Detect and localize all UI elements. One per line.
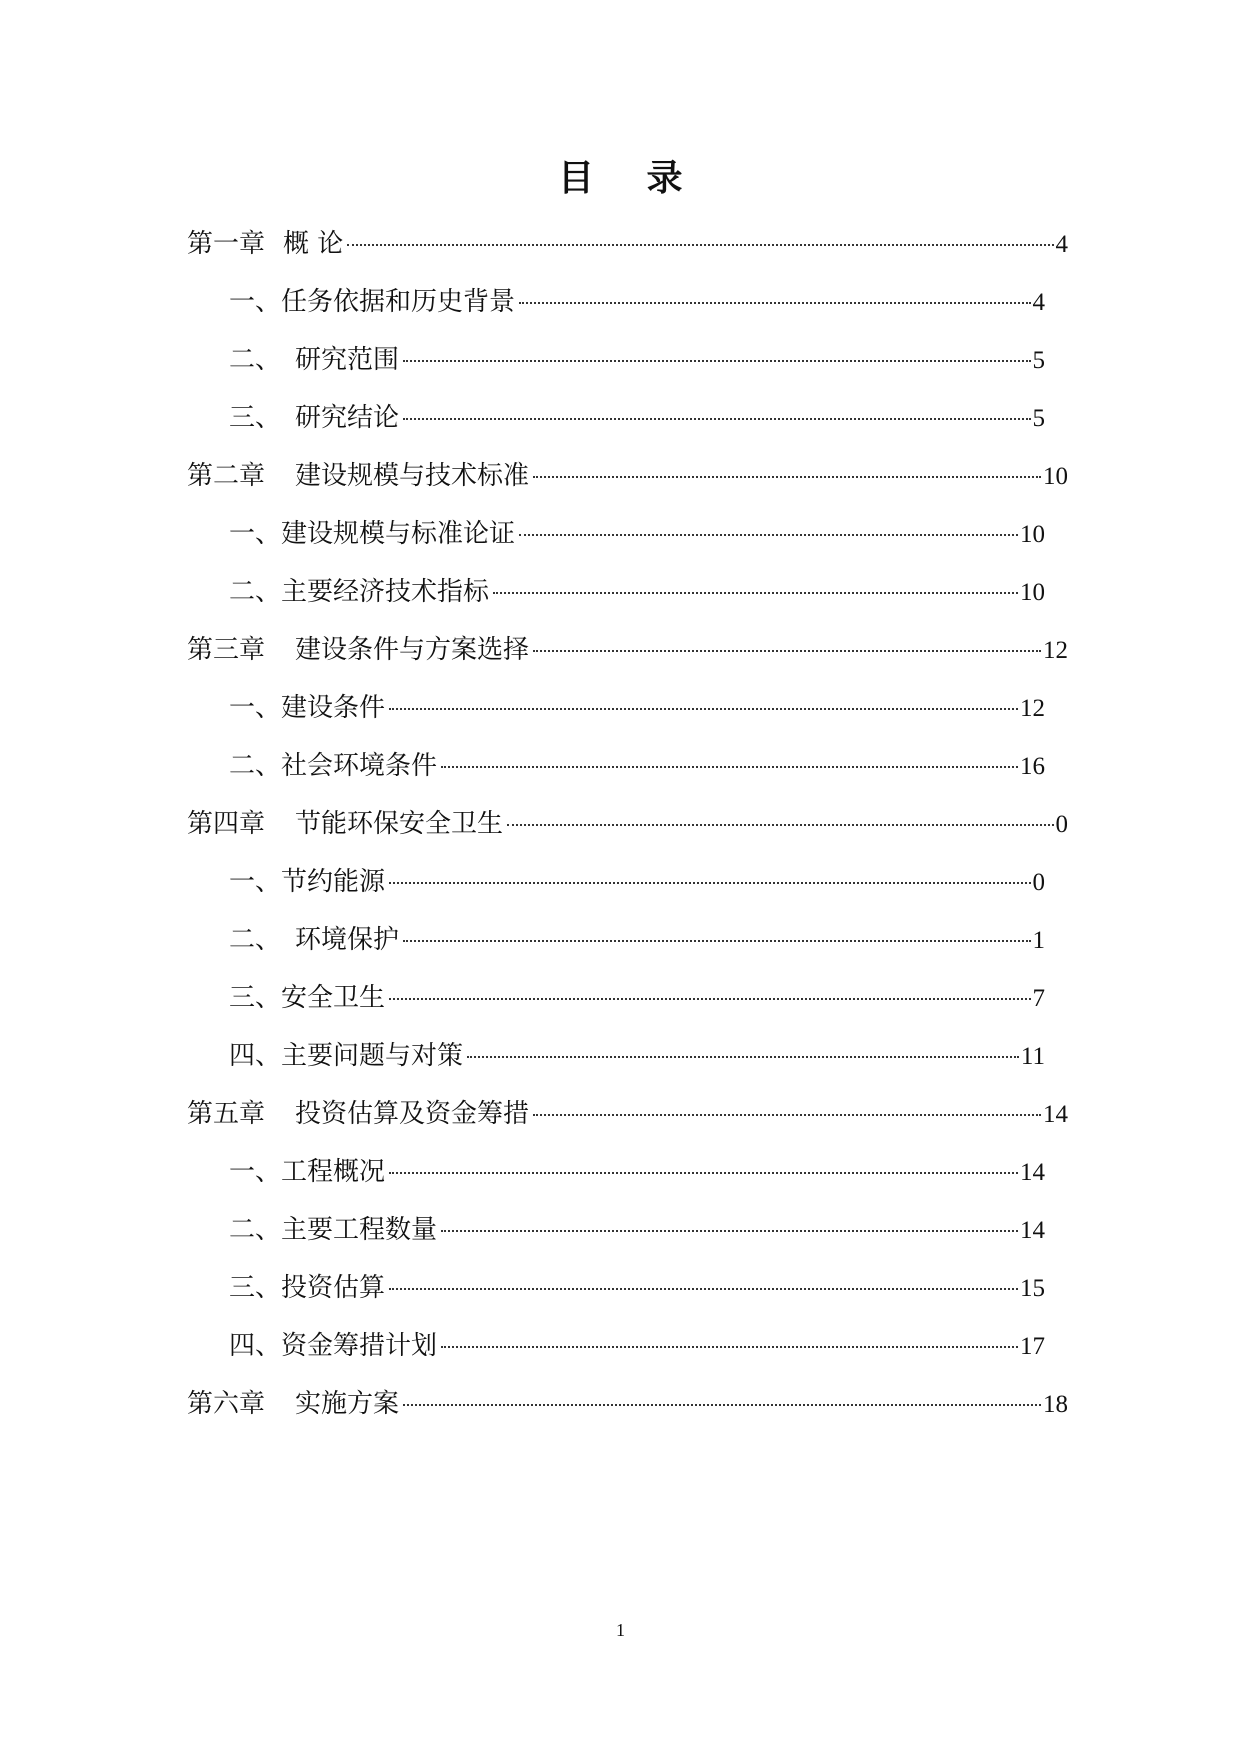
toc-entry-page: 14 [1020,1159,1045,1186]
toc-entry-number: 第六章 [187,1389,266,1419]
toc-entry-text: 投资估算及资金筹措 [295,1099,530,1129]
toc-entry-number: 一、 [229,519,282,549]
toc-entry-text: 社会环境条件 [281,751,438,781]
toc-entry-page: 15 [1020,1275,1045,1302]
toc-entry-page: 11 [1020,1043,1045,1070]
toc-entry-text: 工程概况 [281,1157,386,1187]
toc-entry-page: 0 [1055,811,1068,838]
dot-leader [347,244,1053,246]
toc-entry-chapter[interactable] [187,804,1068,844]
toc-entry-number: 一、 [229,1157,282,1187]
toc-entry-section[interactable] [229,862,1045,902]
toc-entry-section[interactable] [229,920,1045,960]
dot-leader [507,824,1053,826]
dot-leader [533,476,1041,478]
toc-entry-section[interactable] [229,1268,1045,1308]
toc-title-part-1: 目 [557,157,595,199]
toc-entry-page: 14 [1020,1217,1045,1244]
toc-entry-page: 7 [1032,985,1045,1012]
dot-leader [403,1404,1041,1406]
toc-entry-page: 10 [1020,579,1045,606]
toc-entry-section[interactable] [229,282,1045,322]
dot-leader [389,708,1018,710]
toc-entry-chapter[interactable] [187,1094,1068,1134]
toc-entry-section[interactable] [229,1210,1045,1250]
toc-entry-chapter[interactable] [187,630,1068,670]
toc-entry-text: 建设规模与技术标准 [295,461,530,491]
toc-entry-number: 第一章 [187,229,266,259]
dot-leader [389,998,1030,1000]
toc-entry-page: 10 [1043,463,1068,490]
toc-entry-number: 三、 [229,403,282,433]
toc-entry-page: 1 [1032,927,1045,954]
toc-entry-page: 12 [1020,695,1045,722]
toc-title-part-2: 录 [646,157,684,199]
toc-entry-number: 三、 [229,1273,282,1303]
dot-leader [403,940,1030,942]
toc-entry-text: 建设规模与标准论证 [281,519,516,549]
toc-entry-page: 16 [1020,753,1045,780]
dot-leader [389,1288,1018,1290]
dot-leader [403,418,1030,420]
toc-entry-section[interactable] [229,978,1045,1018]
toc-entry-page: 17 [1020,1333,1045,1360]
toc-entry-number: 一、 [229,867,282,897]
toc-entry-text: 主要工程数量 [281,1215,438,1245]
dot-leader [519,534,1018,536]
toc-entry-section[interactable] [229,688,1045,728]
toc-entry-number: 一、 [229,693,282,723]
toc-entry-section[interactable] [229,1326,1045,1366]
toc-entry-text: 环境保护 [295,925,400,955]
toc-entry-page: 4 [1032,289,1045,316]
toc-entry-section[interactable] [229,340,1045,380]
toc-entry-number: 四、 [229,1331,282,1361]
toc-entry-text: 研究范围 [295,345,400,375]
toc-entry-text: 任务依据和历史背景 [281,287,516,317]
toc-entry-number: 二、 [229,345,282,375]
dot-leader [493,592,1018,594]
toc-entry-page: 12 [1043,637,1068,664]
dot-leader [389,1172,1018,1174]
page-number: 1 [616,1620,625,1640]
toc-entry-section[interactable] [229,1152,1045,1192]
dot-leader [533,650,1041,652]
toc-entry-section[interactable] [229,398,1045,438]
toc-entry-number: 二、 [229,925,282,955]
toc-entry-text: 资金筹措计划 [281,1331,438,1361]
toc-entry-section[interactable] [229,746,1045,786]
toc-entry-chapter[interactable] [187,1384,1068,1424]
dot-leader [403,360,1030,362]
toc-entry-page: 5 [1032,405,1045,432]
toc-entry-chapter[interactable] [187,224,1068,264]
toc-entry-text: 建设条件与方案选择 [295,635,530,665]
toc-title [0,150,1241,201]
toc-entry-text: 安全卫生 [281,983,386,1013]
toc-entry-text: 节约能源 [281,867,386,897]
toc-entry-text: 节能环保安全卫生 [295,809,504,839]
toc-entry-number: 第二章 [187,461,266,491]
toc-entry-number: 第四章 [187,809,266,839]
toc-entry-text: 研究结论 [295,403,400,433]
toc-entry-page: 5 [1032,347,1045,374]
toc-entry-text: 主要问题与对策 [281,1041,464,1071]
toc-entry-page: 10 [1020,521,1045,548]
dot-leader [441,1230,1018,1232]
toc-entry-page: 4 [1055,231,1068,258]
dot-leader [519,302,1030,304]
toc-entry-page: 0 [1032,869,1045,896]
toc-entry-number: 四、 [229,1041,282,1071]
toc-entry-section[interactable] [229,1036,1045,1076]
toc-entry-text: 概 论 [283,229,344,259]
toc-entry-text: 主要经济技术指标 [281,577,490,607]
toc-entry-number: 三、 [229,983,282,1013]
toc-entry-number: 第五章 [187,1099,266,1129]
toc-entry-number: 二、 [229,1215,282,1245]
toc-entry-chapter[interactable] [187,456,1068,496]
dot-leader [533,1114,1041,1116]
toc-entry-page: 14 [1043,1101,1068,1128]
dot-leader [441,766,1018,768]
toc-entry-number: 第三章 [187,635,266,665]
toc-entry-section[interactable] [229,514,1045,554]
toc-entry-page: 18 [1043,1391,1068,1418]
toc-entry-section[interactable] [229,572,1045,612]
toc-entry-number: 二、 [229,577,282,607]
toc-entry-text: 投资估算 [281,1273,386,1303]
dot-leader [467,1056,1019,1058]
dot-leader [389,882,1030,884]
toc-entry-text: 建设条件 [281,693,386,723]
toc-entry-number: 一、 [229,287,282,317]
toc-entry-text: 实施方案 [295,1389,400,1419]
toc-entry-number: 二、 [229,751,282,781]
dot-leader [441,1346,1018,1348]
